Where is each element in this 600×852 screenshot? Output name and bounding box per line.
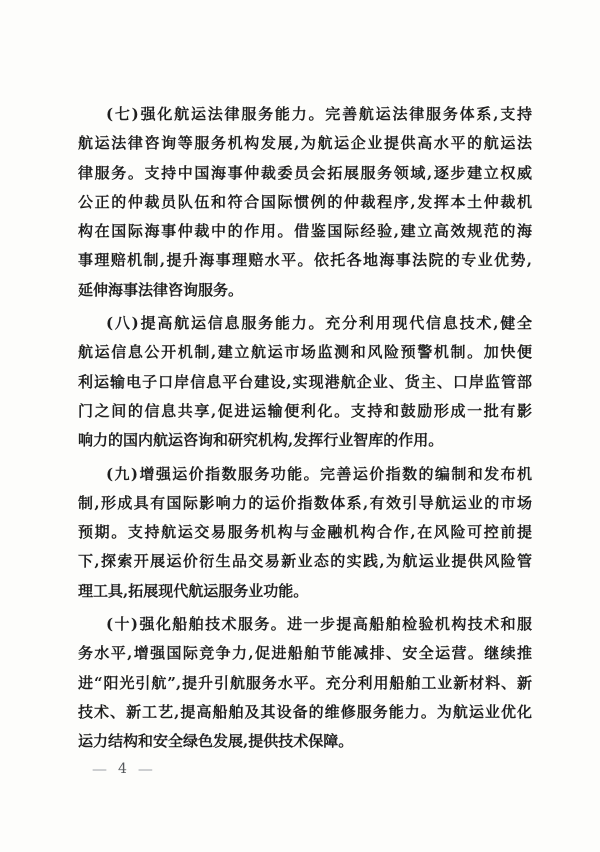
text-line: 技术、新工艺,提高船舶及其设备的维修服务能力。为航运业优化	[78, 702, 532, 721]
page-footer	[92, 760, 153, 778]
document-body	[78, 100, 532, 757]
text-line: 理工具,拓展现代航运服务业功能。	[78, 581, 309, 600]
paragraph-item-7	[78, 100, 532, 305]
text-line: (九)增强运价指数服务功能。完善运价指数的编制和发布机	[106, 464, 532, 483]
text-line: (十)强化船舶技术服务。进一步提高船舶检验机构技术和服	[106, 615, 532, 634]
paragraph-item-9	[78, 460, 532, 606]
paragraph-item-8	[78, 309, 532, 455]
text-line: 航运信息公开机制,建立航运市场监测和风险预警机制。加快便	[78, 343, 532, 362]
text-line: 运力结构和安全绿色发展,提供技术保障。	[78, 732, 354, 751]
page-number: 4	[118, 761, 127, 777]
text-line: 律服务。支持中国海事仲裁委员会拓展服务领域,逐步建立权威	[78, 163, 532, 182]
text-line: (八)提高航运信息服务能力。充分利用现代信息技术,健全	[106, 314, 532, 333]
text-line: 公正的仲裁员队伍和符合国际惯例的仲裁程序,发挥本土仲裁机	[78, 192, 532, 211]
text-line: 门之间的信息共享,促进运输便利化。支持和鼓励形成一批有影	[78, 401, 532, 420]
text-line: 利运输电子口岸信息平台建设,实现港航企业、货主、口岸监管部	[78, 372, 532, 391]
text-line: 航运法律咨询等服务机构发展,为航运企业提供高水平的航运法	[78, 134, 532, 153]
text-line: 进“阳光引航”,提升引航服务水平。充分利用船舶工业新材料、新	[78, 673, 532, 692]
text-line: 下,探索开展运价衍生品交易新业态的实践,为航运业提供风险管	[78, 552, 532, 571]
text-line: 延伸海事法律咨询服务。	[78, 280, 244, 299]
text-line: 预期。支持航运交易服务机构与金融机构合作,在风险可控前提	[78, 523, 532, 542]
paragraph-item-10	[78, 610, 532, 756]
text-line: 事理赔机制,提升海事理赔水平。依托各地海事法院的专业优势,	[78, 251, 532, 270]
text-line: 制,形成具有国际影响力的运价指数体系,有效引导航运业的市场	[78, 493, 532, 512]
text-line: 务水平,增强国际竞争力,促进船舶节能减排、安全运营。继续推	[78, 644, 532, 663]
footer-dash-right: —	[137, 760, 153, 778]
text-line: 构在国际海事仲裁中的作用。借鉴国际经验,建立高效规范的海	[78, 222, 532, 241]
text-line: (七)强化航运法律服务能力。完善航运法律服务体系,支持	[106, 105, 532, 123]
footer-dash-left: —	[92, 760, 107, 778]
text-line: 响力的国内航运咨询和研究机构,发挥行业智库的作用。	[78, 431, 444, 450]
